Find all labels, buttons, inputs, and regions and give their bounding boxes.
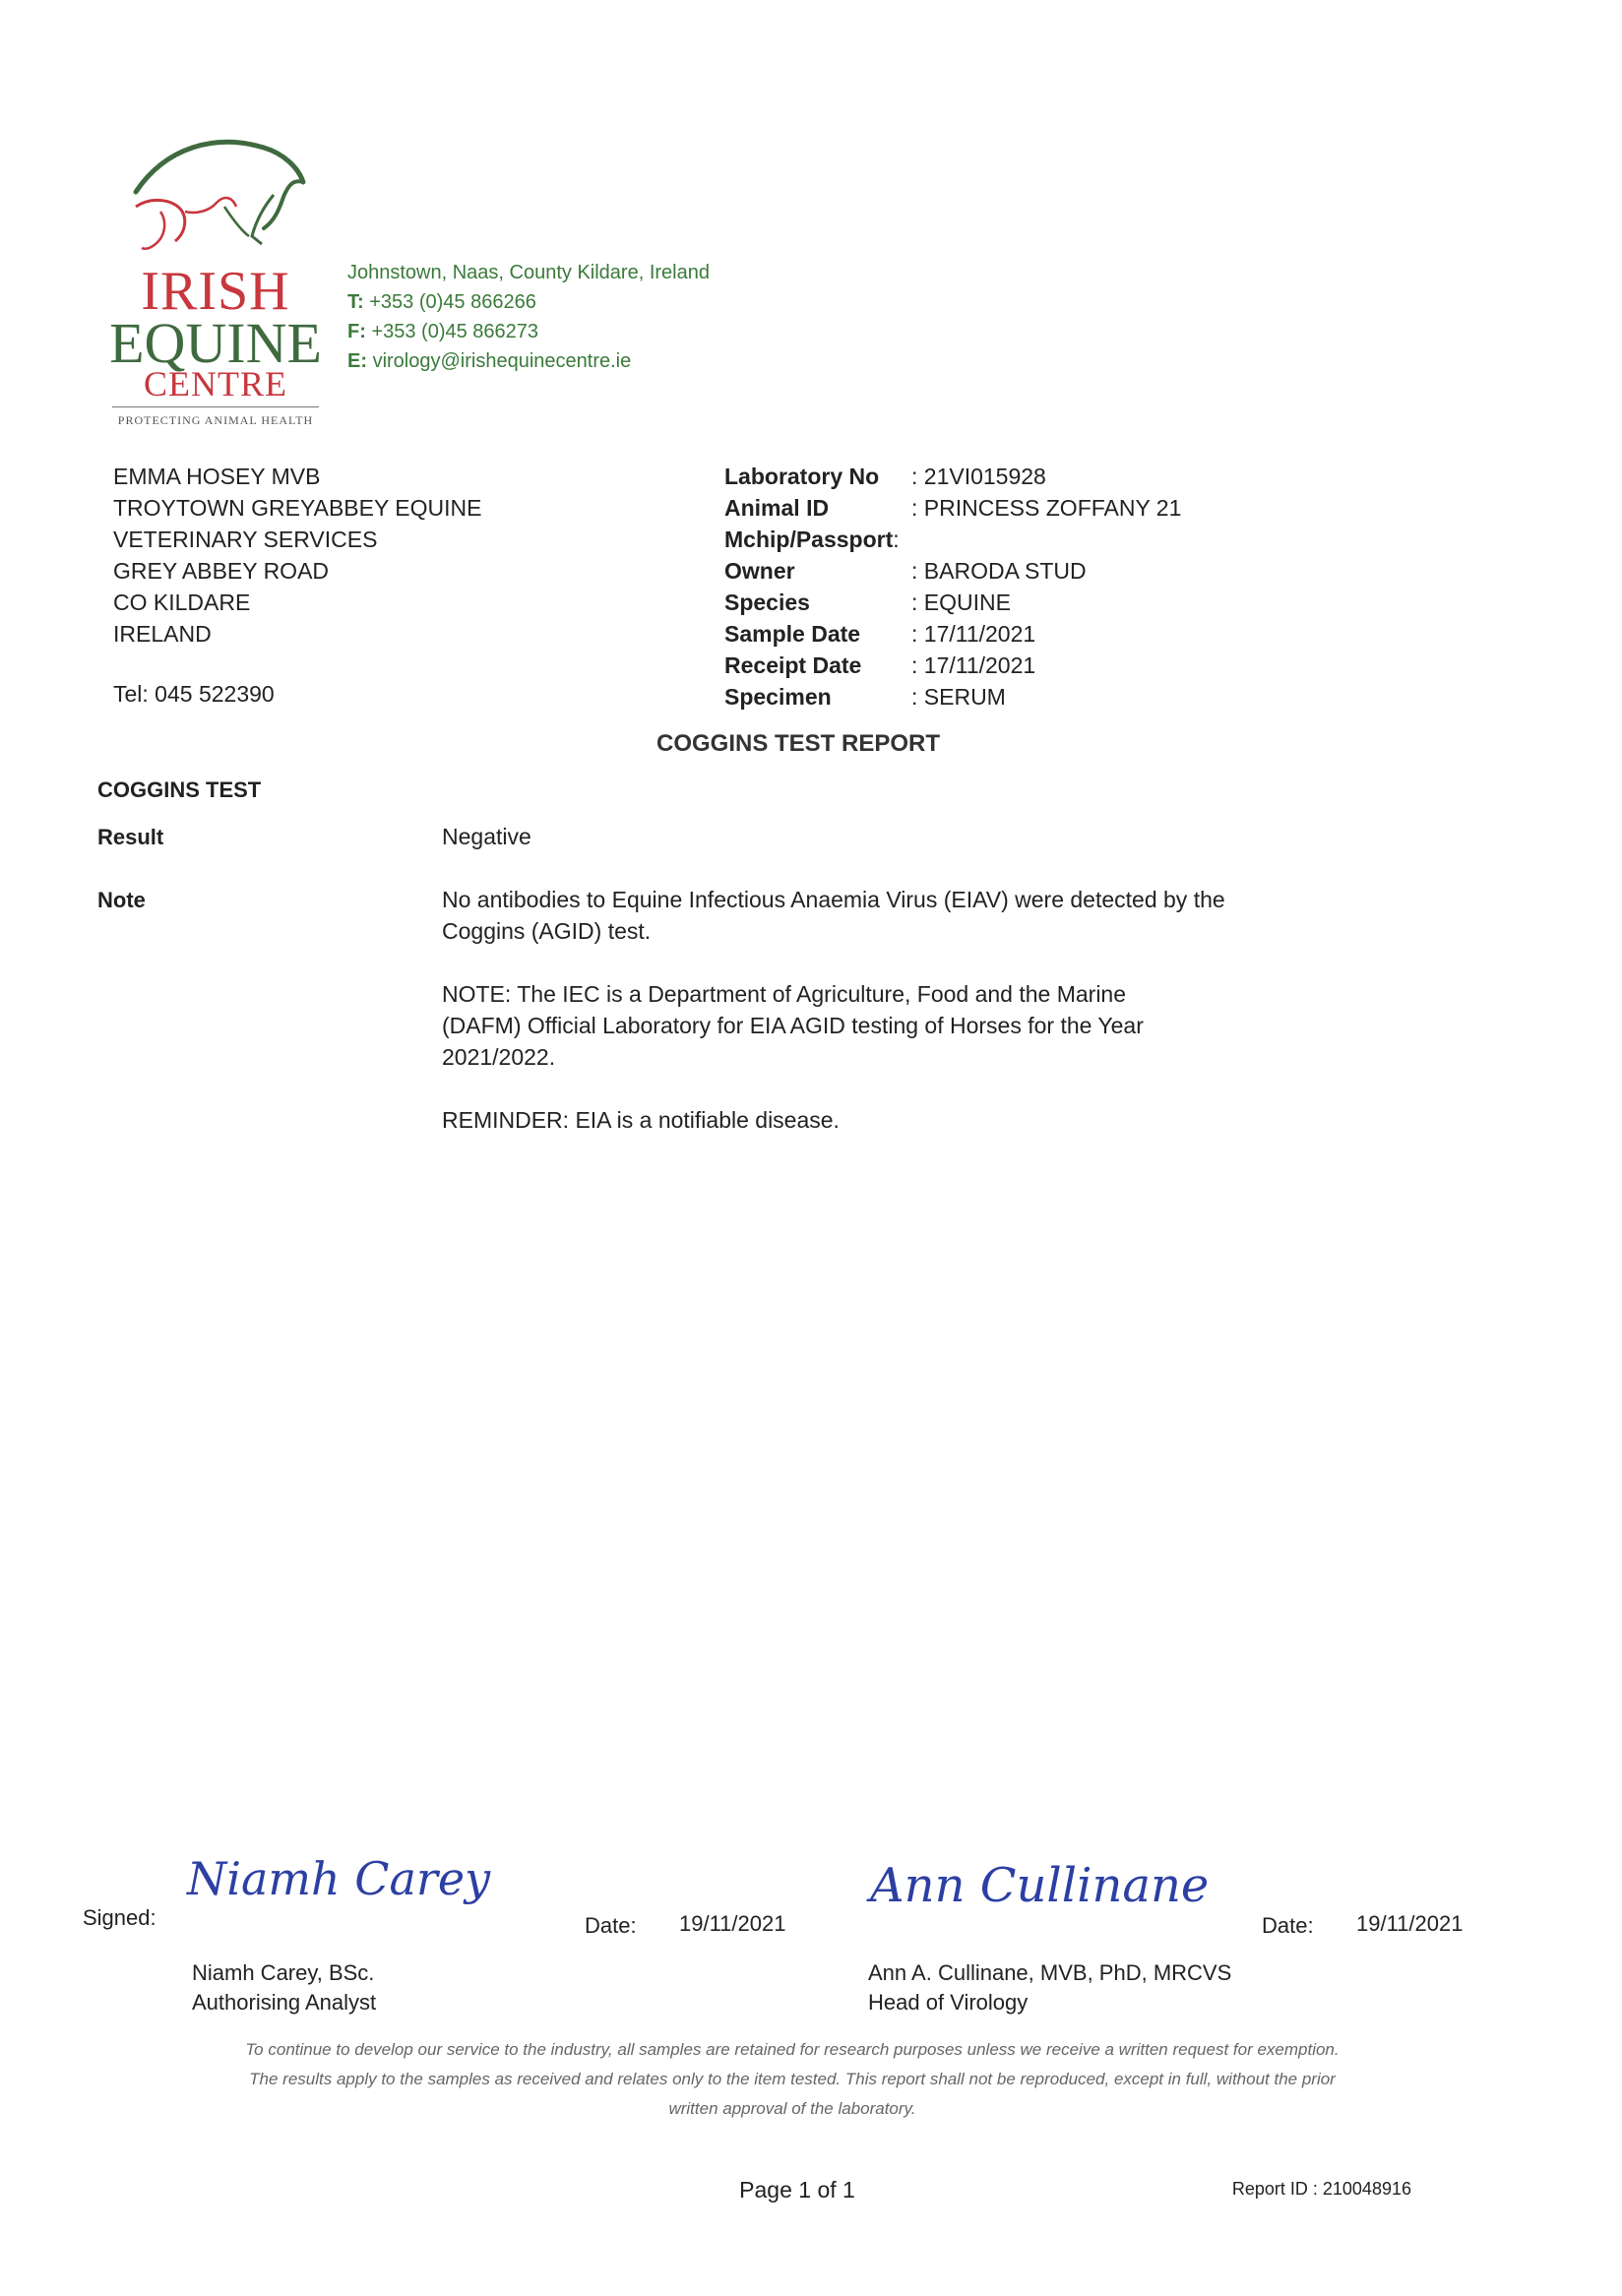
left-date: 19/11/2021: [679, 1911, 786, 1936]
left-signatory-title: Authorising Analyst: [192, 1990, 377, 2015]
detail-label: Mchip/Passport: [724, 527, 894, 552]
detail-row: [724, 587, 1181, 618]
report-id: Report ID : 210048916: [1231, 2179, 1411, 2199]
logo-divider: [112, 406, 319, 407]
note-label: Note: [97, 888, 146, 912]
right-signatory-title: Head of Virology: [868, 1990, 1029, 2015]
detail-value: : EQUINE: [911, 590, 1011, 615]
recipient-line: IRELAND: [113, 621, 212, 647]
detail-value: : BARODA STUD: [911, 558, 1087, 584]
detail-row: [724, 650, 1181, 681]
result-label: Result: [97, 825, 164, 849]
detail-value: : SERUM: [911, 684, 1006, 710]
note-para-1: No antibodies to Equine Infectious Anaemia Virus (EIAV) were detected by the Coggins (AGID) test.: [442, 887, 1225, 944]
detail-label: Owner: [724, 558, 795, 584]
logo-tagline: PROTECTING ANIMAL HEALTH: [117, 413, 314, 427]
detail-label: Receipt Date: [724, 652, 862, 678]
note-para-3: REMINDER: EIA is a notifiable disease.: [442, 1107, 840, 1133]
footer-line: written approval of the laboratory.: [668, 2099, 916, 2118]
contact-phone: T: +353 (0)45 866266: [347, 291, 536, 313]
recipient-line: CO KILDARE: [113, 590, 251, 615]
detail-value: : PRINCESS ZOFFANY 21: [911, 495, 1182, 521]
detail-value: : 17/11/2021: [911, 652, 1036, 678]
page-number: Page 1 of 1: [739, 2177, 855, 2203]
right-date-label: Date:: [1262, 1913, 1314, 1938]
horse-logo-icon: [126, 138, 313, 271]
signed-label: Signed:: [83, 1905, 156, 1930]
left-signatory-name: Niamh Carey, BSc.: [192, 1960, 375, 1985]
detail-row: [724, 555, 1181, 587]
detail-row: [724, 618, 1181, 650]
signature-ann-cullinane: Ann Cullinane: [870, 1858, 1210, 1913]
section-heading: COGGINS TEST: [97, 777, 262, 802]
detail-value: : 21VI015928: [911, 464, 1046, 489]
footer-disclaimer: [157, 2035, 1427, 2124]
recipient-line: EMMA HOSEY MVB: [113, 464, 321, 489]
logo-centre: CENTRE: [144, 364, 287, 403]
detail-row: [724, 681, 1181, 713]
footer-line: To continue to develop our service to the industry, all samples are retained for research purposes unless we receive a written request for exemption.: [245, 2040, 1340, 2059]
contact-fax: F: +353 (0)45 866273: [347, 321, 539, 342]
recipient-line: GREY ABBEY ROAD: [113, 558, 330, 584]
detail-label: Specimen: [724, 684, 832, 710]
recipient-line: VETERINARY SERVICES: [113, 527, 378, 552]
detail-label: Species: [724, 590, 810, 615]
detail-label: Sample Date: [724, 621, 861, 647]
recipient-line: TROYTOWN GREYABBEY EQUINE: [113, 495, 482, 521]
result-value: Negative: [442, 824, 531, 849]
signature-niamh-carey: Niamh Carey: [187, 1852, 491, 1905]
recipient-tel: Tel: 045 522390: [113, 681, 275, 707]
detail-label: Animal ID: [724, 495, 830, 521]
detail-label: Laboratory No: [724, 464, 880, 489]
sample-details: [724, 461, 1181, 713]
detail-value: : 17/11/2021: [911, 621, 1036, 647]
contact-block: [347, 258, 710, 376]
logo-irish: IRISH: [141, 261, 290, 322]
footer-line: The results apply to the samples as received and relates only to the item tested. This report shall not be reproduced, except in full, without the prior: [249, 2070, 1336, 2088]
detail-value: :: [893, 527, 900, 552]
logo-equine: EQUINE: [109, 311, 322, 375]
detail-row: [724, 492, 1181, 524]
report-title: COGGINS TEST REPORT: [655, 730, 941, 757]
left-date-label: Date:: [585, 1913, 637, 1938]
detail-row: [724, 524, 1181, 555]
contact-address: Johnstown, Naas, County Kildare, Ireland: [347, 262, 710, 283]
contact-email: E: virology@irishequinecentre.ie: [347, 350, 632, 372]
note-para-2: NOTE: The IEC is a Department of Agriculture, Food and the Marine (DAFM) Official Laboratory for EIA AGID testing of Horses for the Year 2021/2022.: [442, 981, 1144, 1070]
detail-row: [724, 461, 1181, 492]
right-date: 19/11/2021: [1356, 1911, 1464, 1936]
recipient-address: [113, 461, 481, 650]
right-signatory-name: Ann A. Cullinane, MVB, PhD, MRCVS: [868, 1960, 1232, 1985]
